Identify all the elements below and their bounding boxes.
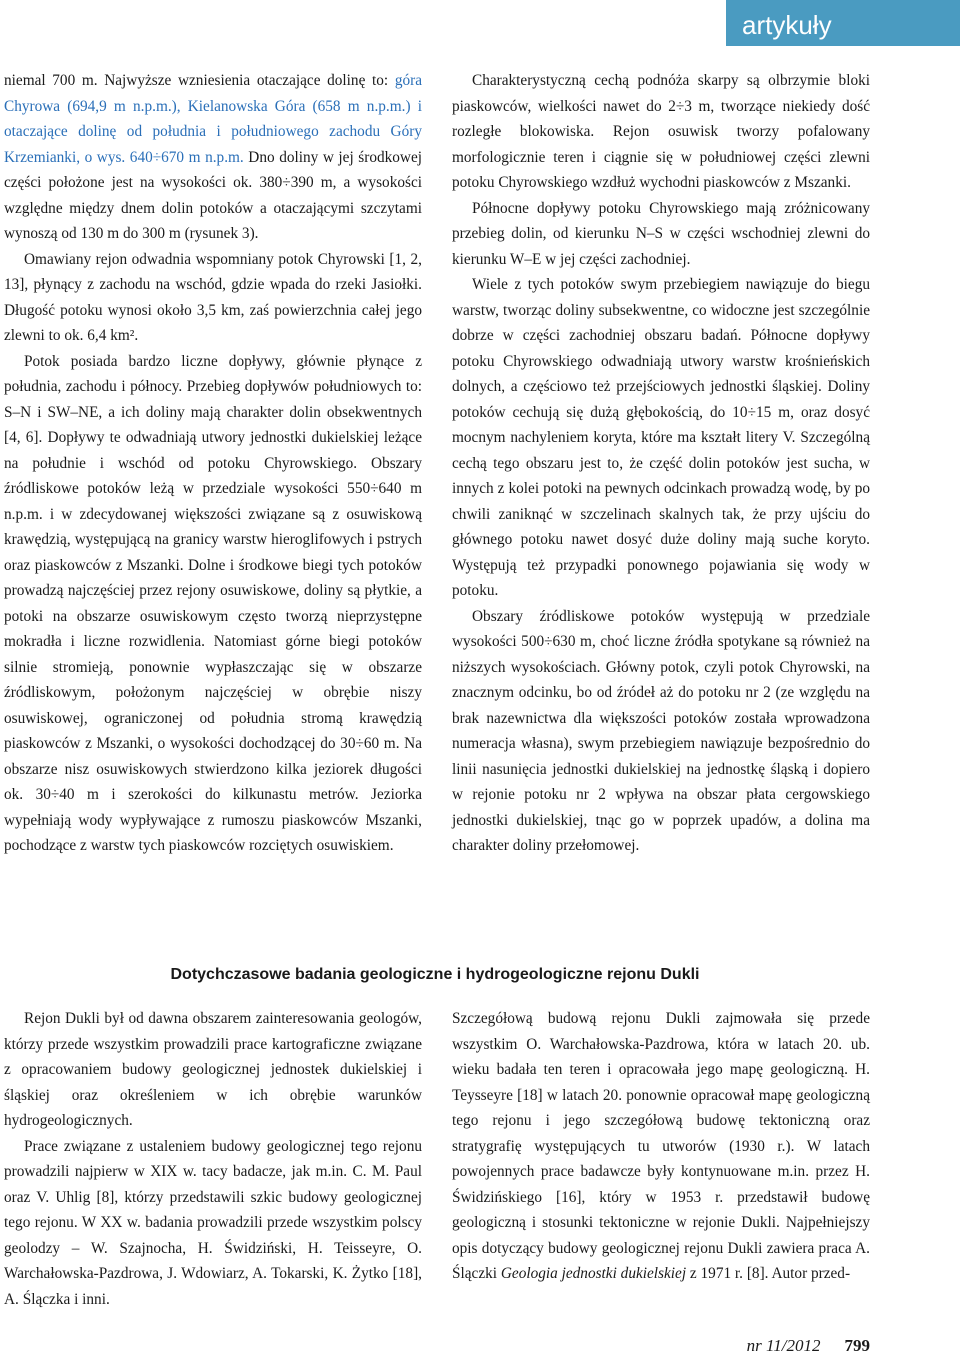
paragraph: Obszary źródliskowe potoków występują w przedziale wysokości 500÷630 m, choć liczne źródła spotykane są również na niższych wysokościach. Główny potok, czyli potok Chyrowski, na znacznym odcinku, bo od źródeł aż do potoku nr 2 (ze względu na brak nazewnictwa dla większości potoków została wprowadzona numeracja własna), swym przebiegiem nawiązuje bezpośrednio do linii nasunięcia jednostki dukielskiej na jednostkę śląską i dopiero w rejonie potoku nr 2 wpływa na obszar płata cergowskiego jednostki dukielskiej, tnąc go w poprzek upadów, a dolina ma charakter doliny przełomowej. <box>452 607 870 854</box>
paragraph: Omawiany rejon odwadnia wspomniany potok Chyrowski [1, 2, 13], płynący z zachodu na wschód, gdzie wpada do rzeki Jasiołki. Długość potoku wynosi około 3,5 km, zaś powierzchnia całej jego zlewni to ok. 6,4 km². <box>4 250 422 344</box>
issue-number: nr 11/2012 <box>746 1336 821 1355</box>
paragraph: Potok posiada bardzo liczne dopływy, głównie płynące z południa, zachodu i północy. Przebieg dopływów południowych to: S–N i SW–NE, a ich doliny mają charakter dolin obsekwentnych [4, 6]. Dopływy te odwadniają utwory jednostki dukielskiej leżące na południe i wschód od potoku Chyrowskiego. Obszary źródliskowe potoków leżą w przedziale wysokości 550÷640 m n.p.m. i w zdecydowanej większości związane są z osuwiskową krawędzią, występującą na granicy warstw hieroglifowych i pstrych oraz piaskowców z Mszanki. Dolne i środkowe biegi tych potoków prowadzą najczęściej przez rejony osuwiskowe, doliny są płytkie, a potoki na obszarze osuwiskowym często tworzą nieprzystępne mokradła i liczne rozwidlenia. Natomiast górne biegi potoków silnie stromieją, ponownie wypłaszczając się w obszarze źródliskowym, położonym najczęściej w obrębie niszy osuwiskowej, ograniczonej od południa stromą krawędzią piaskowców z Mszanki, o wysokości dochodzącej do 30÷60 m. Na obszarze nisz osuwiskowych stwierdzono kilka jeziorek długości ok. 30÷40 m i szerokości do kilkunastu metrów. Jeziorka wypełniają wody wypływające z rumoszu piaskowców Mszanki, pochodzące z warstw tych piaskowców rozciętych osuwiskiem. <box>4 352 422 854</box>
page-number: 799 <box>844 1336 870 1355</box>
text-column-2 <box>452 68 870 859</box>
paragraph: Charakterystyczną cechą podnóża skarpy są olbrzymie bloki piaskowców, wielkości nawet do 2÷3 m, tworzące niekiedy dość rozległe blokowiska. Rejon osuwisk tworzy pofalowany morfologicznie teren i ciągnie się w południowej części zlewni potoku Chyrowskiego wzdłuż wychodni piaskowców z Mszanki. <box>452 72 870 191</box>
section-tag: artykuły <box>726 0 960 46</box>
section-heading: Dotychczasowe badania geologiczne i hydrogeologiczne rejonu Dukli <box>170 966 700 983</box>
text-column-1 <box>4 68 422 859</box>
paragraph-text: Szczegółową budową rejonu Dukli zajmowała się przede wszystkim O. Warchałowska-Pazdrowa, która w latach 20. ub. wieku badała ten teren i opracowała jego mapę geologiczną. H. Teysseyre [18] w latach 20. ponownie opracował mapę geologiczną tego rejonu i jego szczegółową budowę tektoniczną oraz stratygrafię występujących tu utworów (1930 r.). W latach powojennych prace badawcze były kontynuowane m.in. przez H. Świdzińskiego [16], który w 1953 r. przedstawił budowę geologiczną i stosunki tektoniczne w rejonie Dukli. Najpełniejszy opis dotyczący budowy geologicznej rejonu Dukli zawiera praca A. Ślączki <box>452 1010 870 1282</box>
paragraph-text: z 1971 r. [8]. Autor przed- <box>686 1265 851 1282</box>
paragraph <box>4 68 422 247</box>
paragraph: Prace związane z ustaleniem budowy geologicznej tego rejonu prowadzili najpierw w XIX w. tacy badacze, jak m.in. C. M. Paul oraz V. Uhlig [8], którzy przedstawili szkic budowy geologicznej tego rejonu. W XX w. badania prowadzili przede wszystkim polscy geolodzy – W. Szajnocha, H. Świdziński, H. Teisseyre, O. Warchałowska-Pazdrowa, J. Wdowiarz, A. Tokarski, K. Żytko [18], A. Ślączka i inni. <box>4 1137 422 1308</box>
text-column-4 <box>452 1006 870 1287</box>
page-footer <box>747 1336 870 1356</box>
paragraph <box>452 1006 870 1287</box>
paragraph: Północne dopływy potoku Chyrowskiego mają zróżnicowany przebieg dolin, od kierunku N–S w części wschodniej zlewni do kierunku W–E w jej części zachodniej. <box>452 199 870 268</box>
paragraph: Rejon Dukli był od dawna obszarem zainteresowania geologów, którzy przede wszystkim prowadzili prace kartograficzne związane z opracowaniem budowy geologicznej jednostek dukielskiej i śląskiej oraz określeniem w ich obrębie warunków hydrogeologicznych. <box>4 1010 422 1129</box>
paragraph-text: niemal 700 m. Najwyższe wzniesienia otaczające dolinę to: <box>4 72 395 89</box>
paragraph-text: Dno doliny w jej środkowej części położone jest na wysokości ok. 380÷390 m, a wysokości względne między dnem dolin potoków a otaczającymi szczytami wynoszą od 130 m do 300 m (rysunek 3). <box>4 148 422 242</box>
link-text[interactable]: góra Chyrowa (694,9 m n.p.m.), Kielanowska Góra (658 m n.p.m.) i otaczające dolinę od południa i południowego zachodu Góry Krzemianki, o wys. 640÷670 m n.p.m. <box>4 72 422 166</box>
text-column-3 <box>4 1006 422 1312</box>
paragraph: Wiele z tych potoków swym przebiegiem nawiązuje do biegu warstw, tworząc doliny subsekwentne, co widoczne jest szczególnie dobrze w części zachodniej obszaru badań. Północne dopływy potoku Chyrowskiego odwadniają utwory warstw krośnieńskich dolnych, a częściowo też przejściowych jednostki śląskiej. Doliny potoków cechują się dużą głębokością, do 10÷15 m, oraz dosyć mocnym nachyleniem koryta, które ma kształt litery V. Szczególną cechą tego obszaru jest to, że część dolin potoków jest sucha, w innych z kolei potoki na pewnych odcinkach prowadzą wodę, by po chwili zaniknąć w szczelinach skalnych tak, że przy ujściu do głównego potoku nawet dosyć duże doliny mają suche koryto. Występują też przypadki ponownego pojawiania się wody w potoku. <box>452 276 870 599</box>
book-title: Geologia jednostki dukielskiej <box>500 1265 687 1282</box>
